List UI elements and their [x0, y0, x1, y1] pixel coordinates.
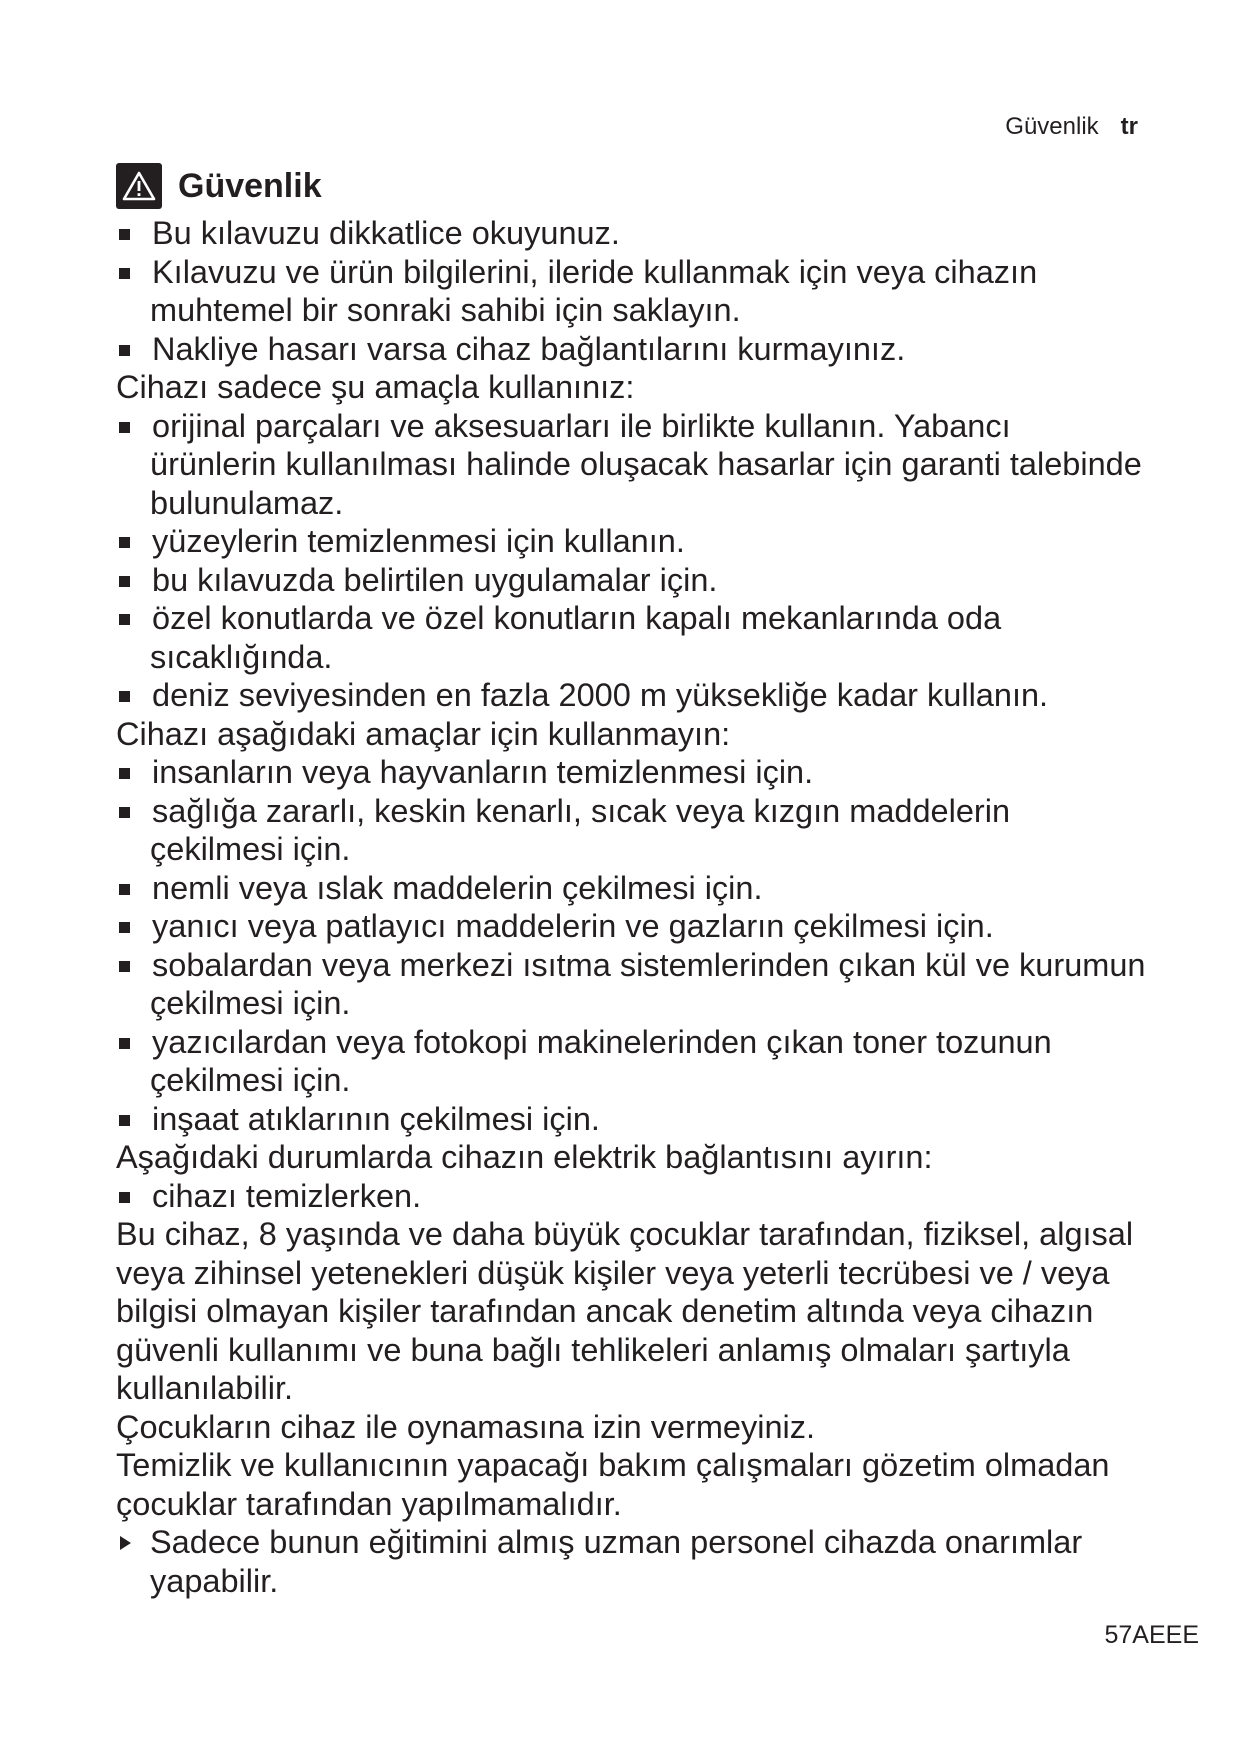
nouse-list: [116, 753, 1146, 1138]
nouse-heading: Cihazı aşağıdaki amaçlar için kullanmayın:: [116, 715, 731, 752]
list-item: bu kılavuzda belirtilen uygulamalar için.: [116, 561, 1146, 600]
list-item: özel konutlarda ve özel konutların kapalı mekanlarında oda sıcaklığında.: [116, 599, 1146, 676]
list-item: yüzeylerin temizlenmesi için kullanın.: [116, 522, 1146, 561]
cleaning-paragraph: Temizlik ve kullanıcının yapacağı bakım çalışmaları gözetim olmadan çocuklar tarafından yapılmamalıdır.: [116, 1447, 1110, 1522]
intro-list: [116, 214, 1146, 368]
document-code: 57AEEE: [1104, 1621, 1199, 1649]
list-item: yanıcı veya patlayıcı maddelerin ve gazların çekilmesi için.: [116, 907, 1146, 946]
list-item: inşaat atıklarının çekilmesi için.: [116, 1100, 1146, 1139]
repair-instruction: [116, 1523, 1146, 1600]
list-item: sobalardan veya merkezi ısıtma sistemlerinden çıkan kül ve kurumun çekilmesi için.: [116, 946, 1146, 1023]
list-item: Bu kılavuzu dikkatlice okuyunuz.: [116, 214, 1146, 253]
children-paragraph: Bu cihaz, 8 yaşında ve daha büyük çocuklar tarafından, fiziksel, algısal veya zihinsel yetenekleri düşük kişiler veya yeterli tecrübesi ve / veya bilgisi olmayan kişiler tarafından ancak denetim altında veya cihazın güvenli kullanımı ve buna bağlı tehlikeleri anlamış olmaları şartıyla kullanılabilir.: [116, 1216, 1134, 1406]
disconnect-list: [116, 1177, 1146, 1216]
list-item: nemli veya ıslak maddelerin çekilmesi için.: [116, 869, 1146, 908]
list-item: Kılavuzu ve ürün bilgilerini, ileride kullanmak için veya cihazın muhtemel bir sonraki sahibi için saklayın.: [116, 253, 1146, 330]
safety-section: [116, 160, 1146, 1600]
list-item: deniz seviyesinden en fazla 2000 m yüksekliğe kadar kullanın.: [116, 676, 1146, 715]
children-play-paragraph: Çocukların cihaz ile oynamasına izin vermeyiniz.: [116, 1408, 816, 1445]
list-item: cihazı temizlerken.: [116, 1177, 1146, 1216]
use-heading: Cihazı sadece şu amaçla kullanınız:: [116, 369, 635, 405]
list-item: sağlığa zararlı, keskin kenarlı, sıcak veya kızgın maddelerin çekilmesi için.: [116, 792, 1146, 869]
header-language: tr: [1120, 113, 1138, 140]
repair-instruction-text: Sadece bunun eğitimini almış uzman personel cihazda onarımlar yapabilir.: [150, 1524, 1083, 1599]
header-section: Güvenlik: [1005, 113, 1099, 140]
running-header: [1005, 113, 1138, 141]
section-title: Güvenlik: [178, 166, 322, 205]
warning-triangle-icon: [116, 163, 162, 209]
list-item: yazıcılardan veya fotokopi makinelerinden çıkan toner tozunun çekilmesi için.: [116, 1023, 1146, 1100]
arrow-right-icon: [120, 1536, 131, 1550]
list-item: insanların veya hayvanların temizlenmesi için.: [116, 753, 1146, 792]
use-list: [116, 407, 1146, 715]
list-item: orijinal parçaları ve aksesuarları ile birlikte kullanın. Yabancı ürünlerin kullanılması halinde oluşacak hasarlar için garanti talebinde bulunulamaz.: [116, 407, 1146, 523]
list-item: Nakliye hasarı varsa cihaz bağlantılarını kurmayınız.: [116, 330, 1146, 369]
section-title-row: [116, 160, 1146, 212]
disconnect-heading: Aşağıdaki durumlarda cihazın elektrik bağlantısını ayırın:: [116, 1139, 933, 1175]
